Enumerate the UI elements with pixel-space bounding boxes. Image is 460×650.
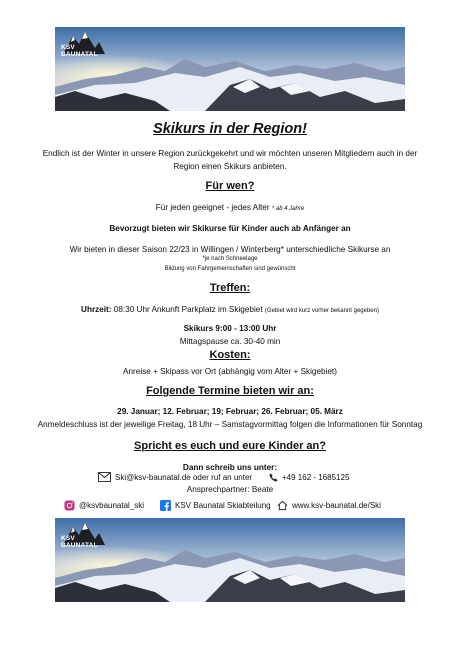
lunch-break: Mittagspause ca. 30-40 min bbox=[179, 337, 281, 346]
instagram-link[interactable] bbox=[64, 500, 144, 511]
dates-list: 29. Januar; 12. Februar; 19; Februar; 26. Februar; 05. März bbox=[117, 407, 343, 416]
snow-note: *je nach Schneelage bbox=[202, 256, 258, 262]
facebook-link[interactable] bbox=[160, 500, 271, 511]
email-contact bbox=[98, 472, 252, 482]
meeting-heading: Treffen: bbox=[209, 282, 251, 294]
dates-heading: Folgende Termine bieten wir an: bbox=[146, 385, 314, 397]
costs-heading: Kosten: bbox=[209, 349, 251, 361]
page-title: Skikurs in der Region! bbox=[153, 121, 307, 137]
bottom-banner-image bbox=[55, 518, 405, 602]
facebook-icon bbox=[160, 500, 171, 511]
house-icon bbox=[277, 500, 288, 511]
contact-person: Ansprechpartner: Beate bbox=[186, 485, 274, 494]
cta-heading: Spricht es euch und eure Kinder an? bbox=[134, 440, 326, 452]
course-time: Skikurs 9:00 - 13:00 Uhr bbox=[183, 324, 277, 333]
phone-contact bbox=[269, 473, 349, 482]
logo-line-2: BAUNATAL bbox=[61, 542, 98, 549]
instagram-icon bbox=[64, 500, 75, 511]
write-us-label: Dann schreib uns unter: bbox=[182, 463, 278, 472]
facebook-page: KSV Baunatal Skiabteilung bbox=[175, 501, 271, 510]
age-note: * ab 4 Jahre bbox=[271, 206, 305, 212]
intro-line-2: Region einen Skikurs anbieten. bbox=[173, 162, 287, 171]
for-whom-line: Für jeden geeignet - jedes Alter * ab 4 Jahre bbox=[155, 203, 305, 212]
carpool-note: Bildung von Fahrgemeinschaften sind gewünscht bbox=[164, 266, 296, 272]
registration-deadline: Anmeldeschluss ist der jeweilige Freitag, 18 Uhr – Samstagvormittag folgen die Informationen für Sonntag bbox=[37, 420, 423, 429]
envelope-icon bbox=[98, 472, 111, 482]
season-line: Wir bieten in dieser Saison 22/23 in Willingen / Winterberg* unterschiedliche Skikurse an bbox=[69, 245, 391, 254]
top-banner-image bbox=[55, 27, 405, 111]
meeting-time-line: Uhrzeit: 08:30 Uhr Ankunft Parkplatz im Skigebiet (Gebiet wird kurz vorher bekannt gegeben) bbox=[81, 305, 379, 314]
website-link[interactable] bbox=[277, 500, 381, 511]
mountain-panorama bbox=[55, 27, 405, 111]
logo-line-1: KSV bbox=[61, 44, 75, 51]
logo-line-2: BAUNATAL bbox=[61, 51, 98, 58]
phone-icon bbox=[269, 473, 278, 482]
costs-text: Anreise + Skipass vor Ort (abhängig vom Alter + Skigebiet) bbox=[123, 367, 337, 376]
instagram-handle: @ksvbaunatal_ski bbox=[79, 501, 145, 510]
logo-line-1: KSV bbox=[61, 535, 75, 542]
website-url: www.ksv-baunatal.de/Ski bbox=[292, 501, 381, 510]
phone-number[interactable]: +49 162 - 1685125 bbox=[282, 473, 350, 482]
for-whom-bold-line: Bevorzugt bieten wir Skikurse für Kinder auch ab Anfänger an bbox=[109, 224, 351, 233]
mountain-panorama bbox=[55, 518, 405, 602]
for-whom-heading: Für wen? bbox=[205, 180, 255, 192]
intro-line-1: Endlich ist der Winter in unsere Region zurückgekehrt und wir möchten unseren Mitgliedern auch in der bbox=[42, 149, 418, 158]
email-text[interactable]: Ski@ksv-baunatal.de oder ruf an unter bbox=[115, 472, 253, 482]
